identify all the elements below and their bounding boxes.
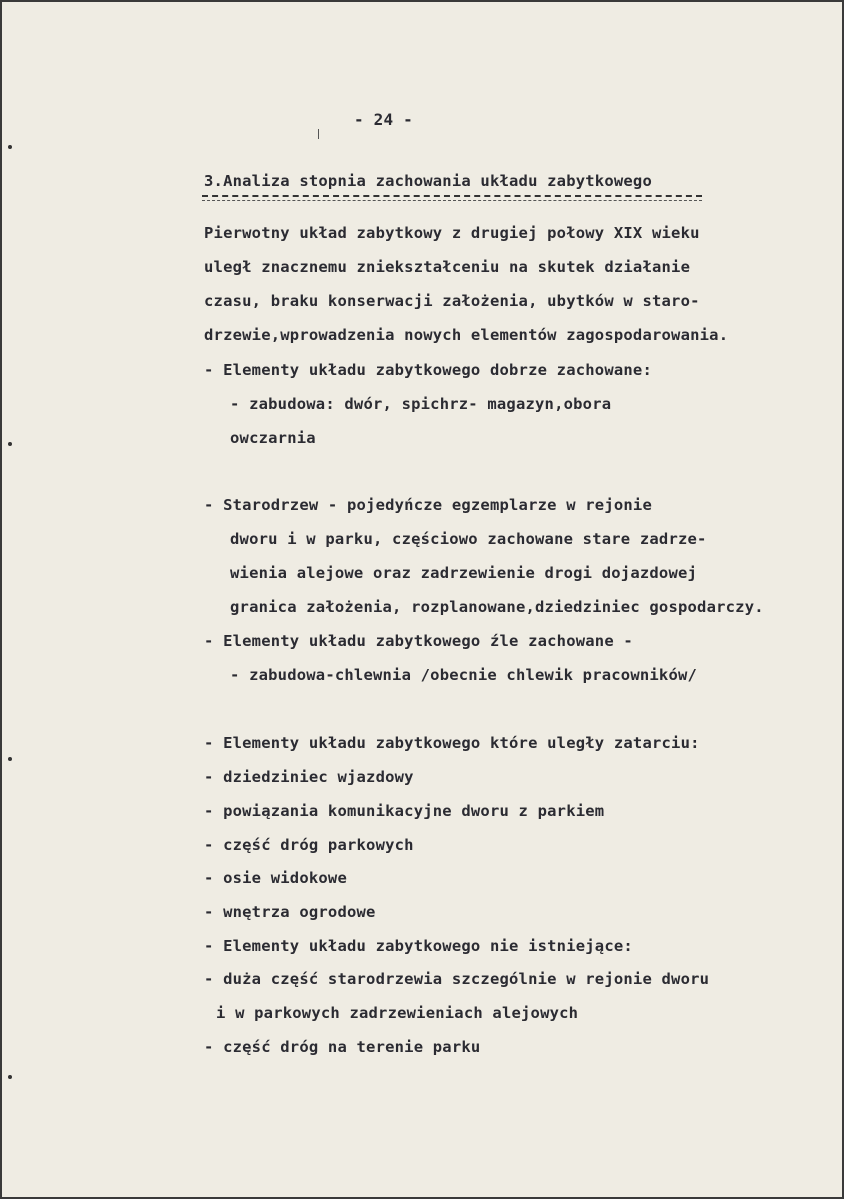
list-item: - osie widokowe [204,869,347,887]
list-item-continuation: i w parkowych zadrzewieniach alejowych [216,1004,579,1022]
list-heading: - Elementy układu zabytkowego źle zachowane - [204,632,633,650]
list-item: - wnętrza ogrodowe [204,903,376,921]
list-item: - dziedziniec wjazdowy [204,768,414,786]
list-item: - zabudowa: dwór, spichrz- magazyn,obora [230,395,612,413]
section-heading: 3.Analiza stopnia zachowania układu zabytkowego [204,172,652,190]
text-line: wienia alejowe oraz zadrzewienie drogi dojazdowej [230,564,698,582]
heading-underline [202,195,702,201]
list-item-continuation: owczarnia [230,429,316,447]
list-heading: - Starodrzew - pojedyńcze egzemplarze w rejonie [204,496,652,514]
text-line: czasu, braku konserwacji założenia, ubytków w staro- [204,292,700,310]
page-number: - 24 - [354,110,413,129]
text-line: dworu i w parku, częściowo zachowane stare zadrze- [230,530,707,548]
text-line: drzewie,wprowadzenia nowych elementów zagospodarowania. [204,326,729,344]
punch-hole-mark [8,442,12,446]
list-item: - duża część starodrzewia szczególnie w rejonie dworu [204,970,710,988]
text-line: granica założenia, rozplanowane,dziedziniec gospodarczy. [230,598,764,616]
list-item: - część dróg na terenie parku [204,1038,481,1056]
punch-hole-mark [8,757,12,761]
list-heading: - Elementy układu zabytkowego dobrze zachowane: [204,361,652,379]
list-item: - zabudowa-chlewnia /obecnie chlewik pracowników/ [230,666,698,684]
list-heading: - Elementy układu zabytkowego nie istniejące: [204,937,633,955]
list-heading: - Elementy układu zabytkowego które uległy zatarciu: [204,734,700,752]
list-item: - część dróg parkowych [204,836,414,854]
punch-hole-mark [8,1075,12,1079]
stray-mark [318,129,319,139]
text-line: Pierwotny układ zabytkowy z drugiej połowy XIX wieku [204,224,700,242]
list-item: - powiązania komunikacyjne dworu z parkiem [204,802,605,820]
text-line: uległ znacznemu zniekształceniu na skutek działanie [204,258,691,276]
punch-hole-mark [8,145,12,149]
